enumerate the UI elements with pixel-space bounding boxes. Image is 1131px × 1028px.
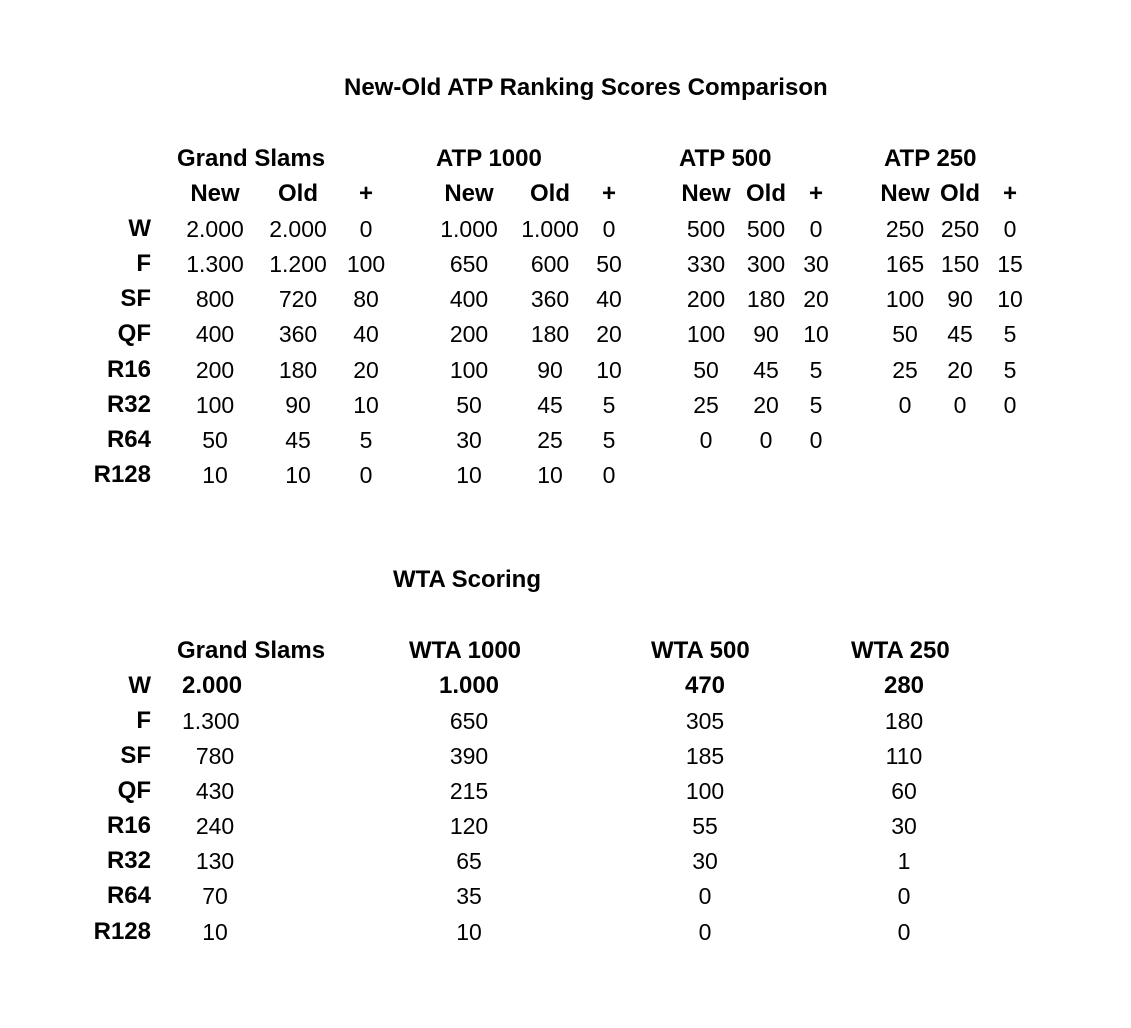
atp-cell: 20 [947,357,973,383]
wta-category-heading: WTA 250 [851,637,950,664]
wta-cell: 100 [685,778,725,804]
wta-category-heading: Grand Slams [177,637,326,664]
atp-cell: 1.300 [186,251,244,277]
atp-cell: 250 [885,216,925,242]
atp-round-label: R32 [106,391,151,418]
atp-cell: 5 [809,357,823,383]
wta-cell: 70 [202,883,228,909]
wta-cell: 430 [195,778,235,804]
atp-subheader-diff: + [808,180,824,207]
atp-cell: 330 [686,251,726,277]
atp-cell: 150 [940,251,980,277]
atp-cell: 20 [753,392,779,418]
wta-cell: 60 [891,778,917,804]
atp-cell: 800 [195,286,235,312]
atp-subheader-new: New [190,180,240,207]
atp-cell: 20 [596,321,622,347]
atp-round-label: F [136,250,151,277]
atp-category-heading: ATP 1000 [436,145,542,172]
atp-cell: 5 [602,427,616,453]
wta-cell: 10 [202,919,228,945]
atp-subheader-old: Old [940,180,980,207]
atp-cell: 50 [892,321,918,347]
wta-round-label: QF [117,777,151,804]
atp-cell: 0 [898,392,912,418]
wta-cell: 185 [685,743,725,769]
wta-title: WTA Scoring [393,566,541,593]
atp-cell: 90 [285,392,311,418]
atp-cell: 50 [693,357,719,383]
atp-subheader-new: New [444,180,494,207]
wta-round-label: R64 [106,882,151,909]
atp-cell: 0 [602,462,616,488]
wta-cell: 0 [897,919,911,945]
atp-cell: 400 [449,286,489,312]
atp-cell: 1.200 [269,251,327,277]
atp-cell: 500 [746,216,786,242]
wta-cell: 130 [195,848,235,874]
atp-cell: 5 [1003,321,1017,347]
wta-cell: 110 [885,743,923,769]
wta-cell: 180 [884,708,924,734]
atp-cell: 5 [1003,357,1017,383]
atp-cell: 90 [753,321,779,347]
wta-cell: 0 [897,883,911,909]
atp-category-heading: Grand Slams [177,145,326,172]
atp-cell: 100 [885,286,925,312]
atp-cell: 5 [602,392,616,418]
atp-cell: 45 [947,321,973,347]
wta-category-heading: WTA 500 [651,637,750,664]
wta-cell: 30 [891,813,917,839]
atp-cell: 20 [803,286,829,312]
atp-cell: 10 [803,321,829,347]
atp-cell: 10 [353,392,379,418]
atp-cell: 100 [686,321,726,347]
atp-cell: 50 [202,427,228,453]
atp-cell: 180 [746,286,786,312]
atp-cell: 25 [537,427,563,453]
atp-title: New-Old ATP Ranking Scores Comparison [344,74,828,101]
atp-subheader-old: Old [278,180,318,207]
atp-cell: 30 [456,427,482,453]
wta-cell: 470 [684,672,726,699]
atp-cell: 300 [746,251,786,277]
wta-round-label: R16 [106,812,151,839]
atp-cell: 200 [195,357,235,383]
wta-round-label: R32 [106,847,151,874]
wta-round-label: SF [120,742,151,769]
atp-cell: 30 [803,251,829,277]
atp-cell: 100 [346,251,386,277]
atp-cell: 2.000 [186,216,244,242]
atp-subheader-old: Old [530,180,570,207]
wta-cell: 1.300 [182,708,240,734]
atp-round-label: R128 [93,461,151,488]
atp-cell: 15 [997,251,1023,277]
atp-cell: 1.000 [440,216,498,242]
atp-cell: 10 [202,462,228,488]
wta-cell: 780 [195,743,235,769]
wta-cell: 390 [449,743,489,769]
wta-cell: 120 [449,813,489,839]
atp-cell: 500 [686,216,726,242]
atp-cell: 10 [997,286,1023,312]
atp-cell: 100 [195,392,235,418]
atp-cell: 0 [359,216,373,242]
atp-cell: 5 [809,392,823,418]
atp-subheader-diff: + [358,180,374,207]
atp-round-label: W [128,215,151,242]
wta-cell: 30 [692,848,718,874]
atp-category-heading: ATP 250 [884,145,977,172]
atp-round-label: R64 [106,426,151,453]
atp-cell: 45 [753,357,779,383]
wta-cell: 55 [692,813,718,839]
atp-cell: 0 [1003,392,1017,418]
atp-round-label: SF [120,285,151,312]
atp-cell: 1.000 [521,216,579,242]
atp-cell: 2.000 [269,216,327,242]
atp-cell: 0 [809,427,823,453]
atp-round-label: R16 [106,356,151,383]
atp-cell: 0 [699,427,713,453]
wta-cell: 1.000 [438,672,500,699]
atp-cell: 100 [449,357,489,383]
atp-cell: 50 [456,392,482,418]
atp-cell: 0 [953,392,967,418]
atp-cell: 0 [759,427,773,453]
atp-cell: 40 [596,286,622,312]
atp-round-label: QF [117,320,151,347]
wta-round-label: W [128,672,151,699]
atp-cell: 45 [285,427,311,453]
atp-cell: 45 [537,392,563,418]
wta-category-heading: WTA 1000 [409,637,522,664]
atp-cell: 90 [947,286,973,312]
atp-subheader-diff: + [1002,180,1018,207]
atp-category-heading: ATP 500 [679,145,772,172]
wta-cell: 35 [456,883,482,909]
wta-round-label: F [136,707,151,734]
wta-cell: 215 [449,778,489,804]
atp-cell: 400 [195,321,235,347]
wta-cell: 2.000 [182,672,243,699]
wta-cell: 1 [897,848,911,874]
atp-cell: 10 [285,462,311,488]
atp-cell: 600 [530,251,570,277]
atp-cell: 20 [353,357,379,383]
atp-subheader-new: New [681,180,731,207]
atp-subheader-diff: + [601,180,617,207]
atp-cell: 0 [809,216,823,242]
atp-cell: 50 [596,251,622,277]
atp-cell: 720 [278,286,318,312]
atp-cell: 40 [353,321,379,347]
atp-cell: 180 [530,321,570,347]
wta-cell: 0 [698,883,712,909]
atp-cell: 0 [602,216,616,242]
atp-cell: 0 [359,462,373,488]
atp-cell: 90 [537,357,563,383]
atp-cell: 10 [537,462,563,488]
wta-cell: 280 [883,672,925,699]
wta-cell: 650 [449,708,489,734]
wta-cell: 0 [698,919,712,945]
atp-cell: 80 [353,286,379,312]
atp-cell: 200 [686,286,726,312]
atp-cell: 200 [449,321,489,347]
atp-cell: 360 [530,286,570,312]
atp-cell: 5 [359,427,373,453]
atp-cell: 10 [596,357,622,383]
atp-cell: 25 [892,357,918,383]
wta-cell: 65 [456,848,482,874]
atp-cell: 180 [278,357,318,383]
wta-cell: 305 [685,708,725,734]
atp-cell: 10 [456,462,482,488]
atp-cell: 360 [278,321,318,347]
atp-subheader-new: New [880,180,930,207]
wta-cell: 240 [195,813,235,839]
atp-subheader-old: Old [746,180,786,207]
wta-cell: 10 [456,919,482,945]
wta-round-label: R128 [93,918,151,945]
atp-cell: 165 [885,251,925,277]
atp-cell: 250 [940,216,980,242]
atp-cell: 0 [1003,216,1017,242]
atp-cell: 650 [449,251,489,277]
atp-cell: 25 [693,392,719,418]
